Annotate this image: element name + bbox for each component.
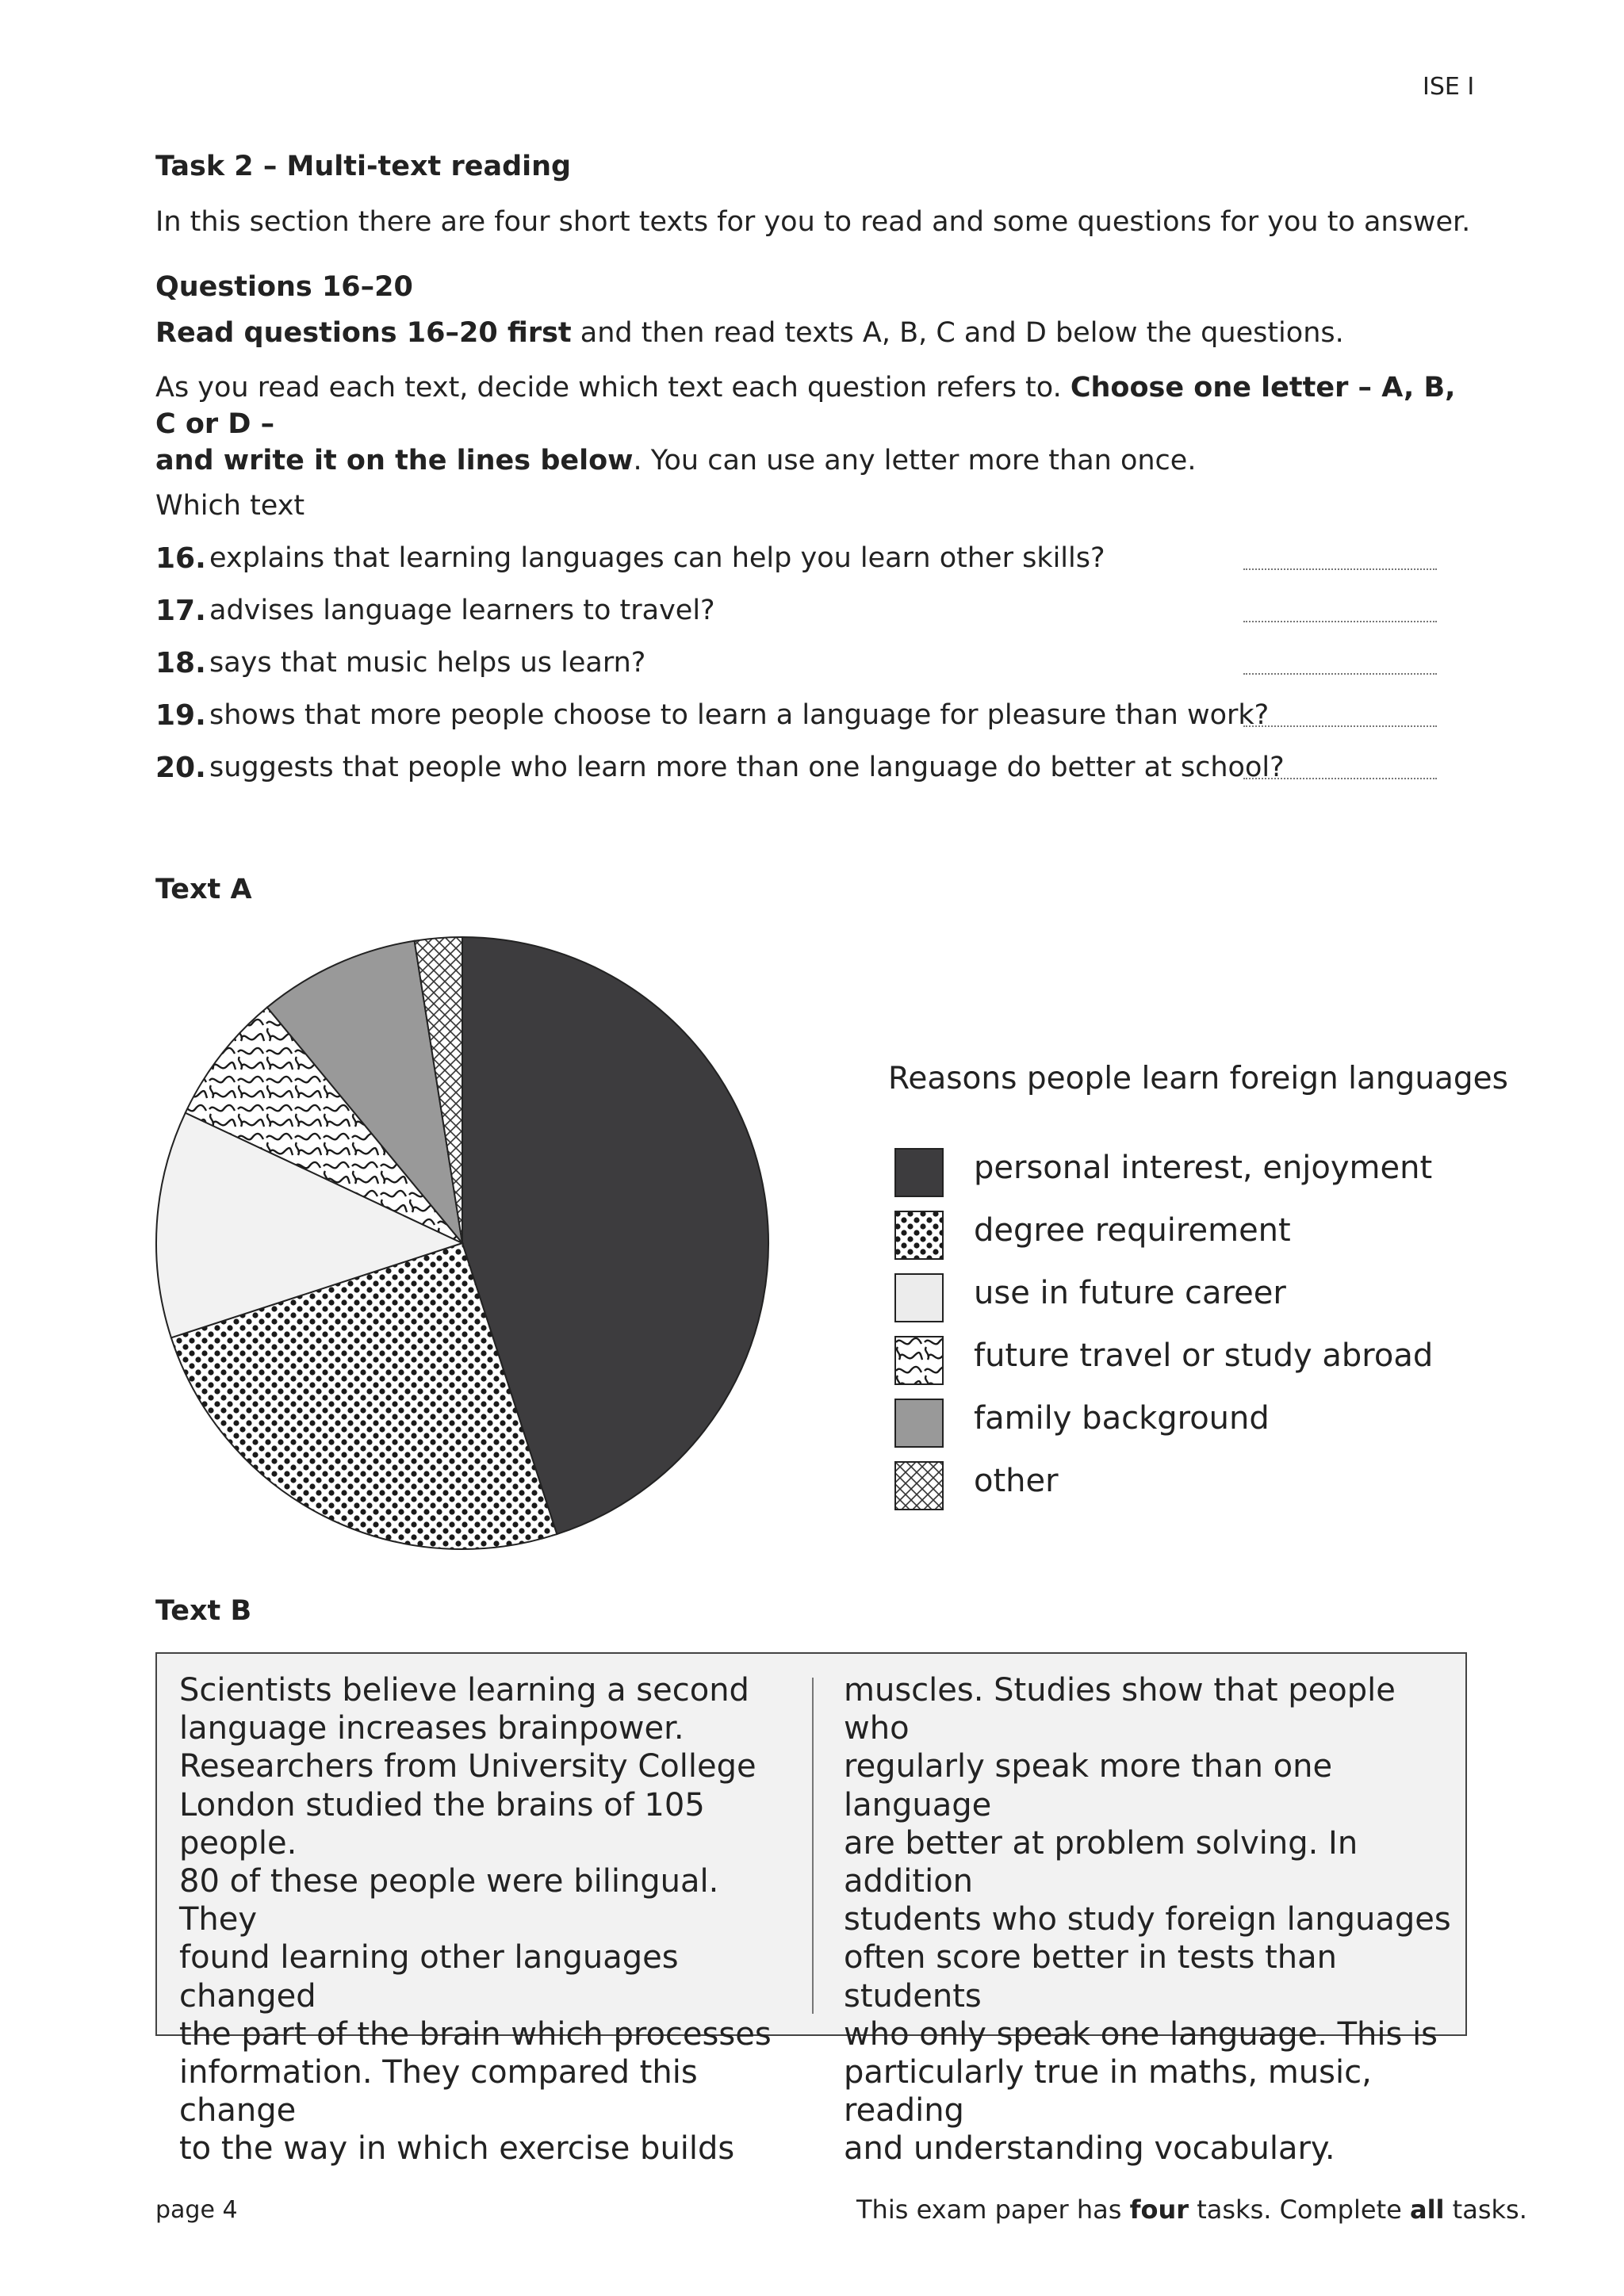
answer-line-16[interactable] [1243, 568, 1437, 570]
text-line: who only speak one language. This is [844, 2015, 1438, 2053]
task-title: Task 2 – Multi-text reading [155, 151, 572, 182]
footer-note [856, 2195, 1527, 2225]
legend-label: personal interest, enjoyment [974, 1150, 1433, 1186]
questions-title: Questions 16–20 [155, 271, 413, 303]
instr-bold2: and write it on the lines below [155, 445, 634, 476]
legend-label: future travel or study abroad [974, 1337, 1434, 1374]
text-line: the part of the brain which processes [179, 2015, 772, 2053]
legend-swatch-dark [894, 1148, 944, 1197]
question-number: 17. [155, 595, 206, 627]
text-line: found learning other languages changed [179, 1939, 679, 2015]
text-line: to the way in which exercise builds [179, 2130, 735, 2168]
text-line: Researchers from University College [179, 1748, 756, 1785]
text-b-label: Text B [155, 1595, 252, 1627]
footer-note-bold-1: four [1129, 2195, 1189, 2225]
read-first-bold: Read questions 16–20 first [155, 317, 572, 349]
text-line: often score better in tests than students [844, 1939, 1337, 2015]
text-line: language increases brainpower. [179, 1710, 684, 1747]
text-line: 80 of these people were bilingual. They [179, 1863, 719, 1938]
legend-swatch-dots [894, 1211, 944, 1260]
column-divider [812, 1678, 814, 2014]
instructions [155, 369, 1472, 479]
text-line: regularly speak more than one language [844, 1748, 1333, 1823]
text-line: particularly true in maths, music, reading [844, 2054, 1372, 2130]
legend-title: Reasons people learn foreign languages [888, 1061, 1508, 1096]
answer-line-20[interactable] [1243, 777, 1437, 779]
text-line: Scientists believe learning a second [179, 1672, 749, 1709]
text-line: are better at problem solving. In addition [844, 1824, 1358, 1900]
footer-note-3: tasks. [1444, 2195, 1527, 2225]
answer-line-18[interactable] [1243, 672, 1437, 675]
which-text-lead: Which text [155, 490, 305, 522]
legend-label: degree requirement [974, 1212, 1291, 1249]
text-line: muscles. Studies show that people who [844, 1672, 1396, 1747]
text-line: London studied the brains of 105 people. [179, 1786, 705, 1862]
question-text: says that music helps us learn? [209, 647, 646, 679]
question-text: suggests that people who learn more than one language do better at school? [209, 752, 1285, 783]
legend-label: other [974, 1463, 1059, 1499]
question-number: 16. [155, 542, 206, 575]
text-b-column-right [844, 1671, 1454, 2168]
footer-note-bold-2: all [1409, 2195, 1445, 2225]
instr-part2: . You can use any letter more than once. [633, 445, 1197, 476]
instr-bold1: Choose one letter – A, B, C or D – [155, 372, 1456, 440]
task-intro: In this section there are four short texts for you to read and some questions for you to answer. [155, 206, 1471, 238]
read-first-line [155, 317, 1344, 349]
read-first-rest: and then read texts A, B, C and D below the questions. [571, 317, 1344, 349]
legend-swatch-cross [894, 1461, 944, 1510]
legend-swatch-gray [894, 1399, 944, 1448]
text-b-column-left [179, 1671, 790, 2168]
text-line: students who study foreign languages [844, 1901, 1451, 1938]
legend-swatch-wavy [894, 1336, 944, 1385]
footer-note-2: tasks. Complete [1189, 2195, 1410, 2225]
question-number: 20. [155, 752, 206, 784]
text-b-box [155, 1652, 1467, 2168]
question-number: 18. [155, 647, 206, 679]
answer-line-17[interactable] [1243, 620, 1437, 622]
exam-level: ISE I [1423, 73, 1475, 101]
text-line: information. They compared this change [179, 2054, 698, 2130]
legend-swatch-light [894, 1273, 944, 1322]
question-text: explains that learning languages can help you learn other skills? [209, 542, 1105, 574]
legend-label: family background [974, 1400, 1270, 1437]
answer-line-19[interactable] [1243, 725, 1437, 727]
footer-note-1: This exam paper has [856, 2195, 1130, 2225]
text-a-label: Text A [155, 874, 252, 905]
question-text: advises language learners to travel? [209, 595, 715, 626]
text-line: and understanding vocabulary. [844, 2130, 1335, 2168]
question-number: 19. [155, 699, 206, 732]
page-number: page 4 [155, 2196, 238, 2224]
question-text: shows that more people choose to learn a language for pleasure than work? [209, 699, 1270, 731]
legend-label: use in future career [974, 1275, 1286, 1311]
instr-part1: As you read each text, decide which text each question refers to. [155, 372, 1071, 404]
pie-chart [151, 932, 774, 1555]
